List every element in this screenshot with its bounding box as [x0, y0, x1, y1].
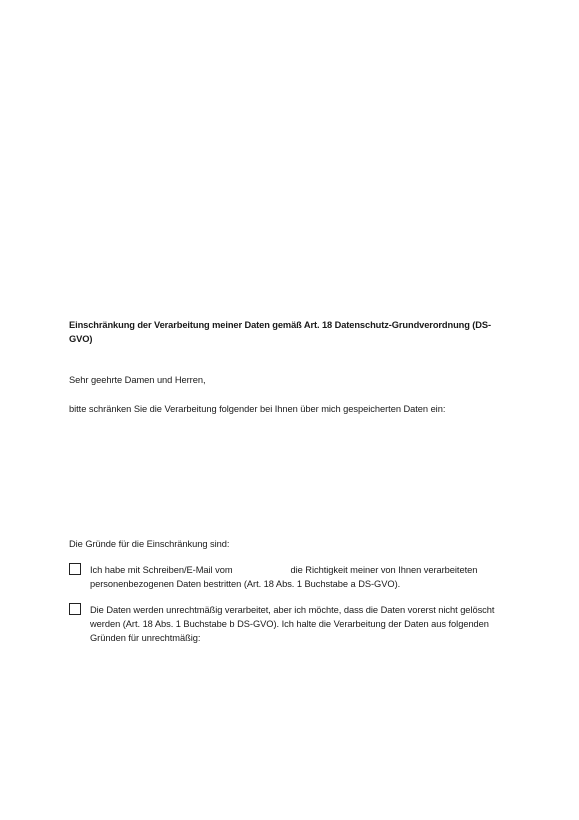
checkbox-contested-accuracy[interactable]: [69, 563, 81, 575]
reasons-heading: Die Gründe für die Einschränkung sind:: [69, 539, 230, 549]
reason-option-text: Die Daten werden unrechtmäßig verarbeitet, aber ich möchte, dass die Daten vorerst nicht gelöscht werden (Art. 18 Abs. 1 Buchstabe b DS-GVO). Ich halte die Verarbeitung der Daten aus folgenden Gründen für unrechtmäßig:: [90, 605, 495, 643]
intro-text: bitte schränken Sie die Verarbeitung folgender bei Ihnen über mich gespeicherten Daten ein:: [69, 404, 446, 414]
reason-text-after-date: die Richtigkeit meiner von Ihnen verarbeiteten personenbezogenen Daten bestritten (Art. 18 Abs. 1 Buchstabe a DS-GVO).: [90, 565, 478, 589]
salutation: Sehr geehrte Damen und Herren,: [69, 375, 206, 385]
reason-text-before-date: Ich habe mit Schreiben/E-Mail vom: [90, 565, 233, 575]
document-title: Einschränkung der Verarbeitung meiner Daten gemäß Art. 18 Datenschutz-Grundverordnung (DS-GVO): [69, 320, 492, 344]
reason-option-text: [90, 563, 515, 591]
checkbox-unlawful-processing[interactable]: [69, 603, 81, 615]
